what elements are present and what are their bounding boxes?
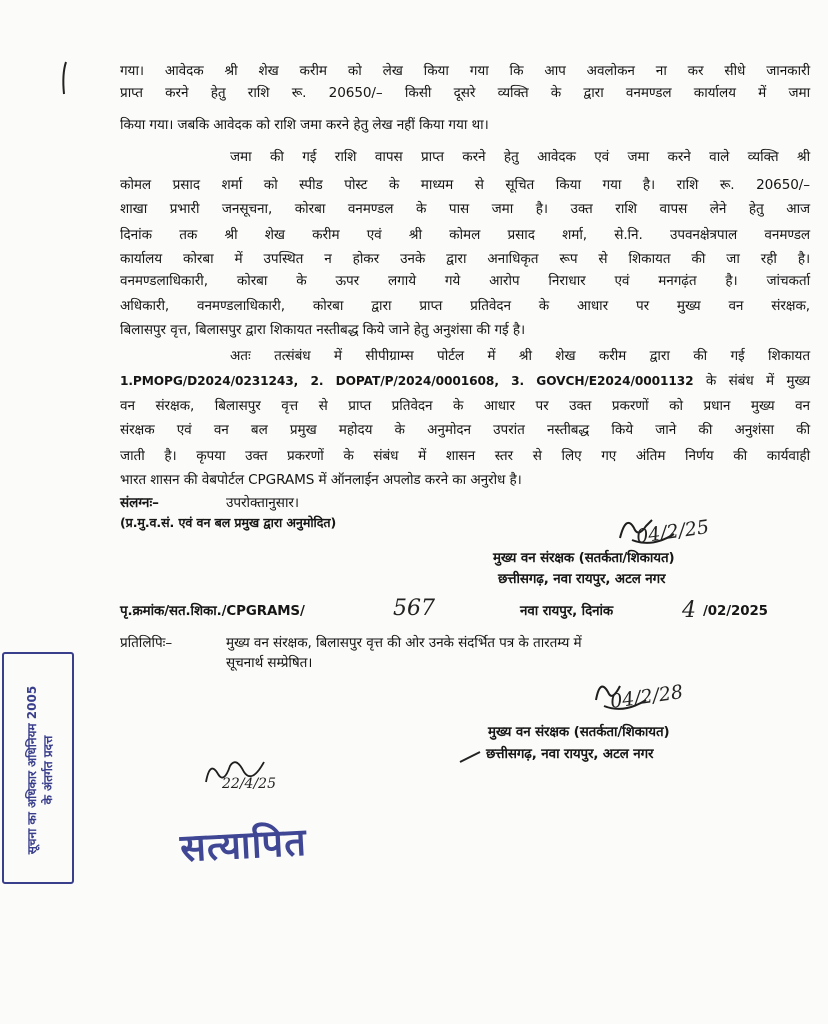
verified-stamp: सत्यापित (178, 819, 308, 871)
complaint-references: 1.PMOPG/D2024/0231243, 2. DOPAT/P/2024/0001608, 3. GOVCH/E2024/0001132 (120, 374, 694, 388)
rti-stamp-line-1: सूचना का अधिकार अधिनियम 2005 (25, 685, 39, 855)
signature-1-date: 04/2/25 (634, 516, 711, 548)
enclosure-label: संलग्नः– (120, 495, 159, 511)
body-line: अधिकारी, वनमण्डलाधिकारी, कोरबा द्वारा प्राप्त प्रतिवेदन के आधार पर मुख्य वन संरक्षक, (120, 298, 810, 314)
body-line: कोमल प्रसाद शर्मा को स्पीड पोस्ट के माध्यम से सूचित किया गया है। राशि रू. 20650/– (120, 177, 810, 193)
reference-line (120, 371, 810, 391)
reference-line-rest: के संबंध में मुख्य (693, 373, 810, 389)
body-line: अतः तत्संबंध में सीपीग्राम्स पोर्टल में श्री शेख करीम द्वारा की गई शिकायत (230, 348, 810, 364)
dispatch-place-date: नवा रायपुर, दिनांक (520, 604, 614, 619)
body-line: जमा की गई राशि वापस प्राप्त करने हेतु आवेदक एवं जमा करने वाले व्यक्ति श्री (230, 149, 810, 165)
signature-2-date: 04/2/28 (608, 681, 685, 713)
body-line: किया गया। जबकि आवेदक को राशि जमा करने हेतु लेख नहीं किया गया था। (120, 117, 489, 133)
body-line: वनमण्डलाधिकारी, कोरबा के ऊपर लगाये गये आरोप निराधार एवं मनगढ़ंत है। जांचकर्ता (120, 273, 810, 289)
dispatch-month-year: /02/2025 (703, 604, 768, 619)
body-line: बिलासपुर वृत्त, बिलासपुर द्वारा शिकायत नस्तीबद्ध किये जाने हेतु अनुशंसा की गई है। (120, 322, 526, 338)
dispatch-day: 4 (682, 598, 696, 623)
rti-stamp-text (24, 686, 56, 854)
body-line: भारत शासन की वेबपोर्टल CPGRAMS में ऑनलाईन अपलोड करने का अनुरोध है। (120, 472, 522, 488)
enclosure-value: उपरोक्तानुसार। (226, 495, 299, 511)
body-line: गया। आवेदक श्री शेख करीम को लेख किया गया कि आप अवलोकन ना कर सीधे जानकारी (120, 63, 810, 79)
rti-stamp-line-2: के अंतर्गत प्रदत्त (41, 735, 55, 805)
body-line: शाखा प्रभारी जनसूचना, कोरबा वनमण्डल के पास जमा है। उक्त राशि वापस लेने हेतु आज (120, 201, 810, 217)
copy-label: प्रतिलिपिः– (120, 635, 173, 651)
signature-2-designation: मुख्य वन संरक्षक (सतर्कता/शिकायत) (488, 725, 670, 740)
body-line: संरक्षक एवं वन बल प्रमुख महोदय के अनुमोदन उपरांत नस्तीबद्ध किये जाने की अनुशंसा की (120, 422, 810, 438)
body-line: कार्यालय कोरबा में उपस्थित न होकर उनके द्वारा अनाधिकृत रूप से शिकायत की जा रही है। (120, 251, 810, 267)
margin-mark (56, 58, 76, 98)
dispatch-reference: पृ.क्रमांक/सत.शिका./CPGRAMS/ (120, 604, 305, 619)
dispatch-number: 567 (393, 596, 435, 621)
enclosure-note: (प्र.मु.व.सं. एवं वन बल प्रमुख द्वारा अनुमोदित) (120, 515, 337, 530)
signature-1-address: छत्तीसगढ़, नवा रायपुर, अटल नगर (498, 572, 666, 587)
body-line: वन संरक्षक, बिलासपुर वृत्त से प्राप्त प्रतिवेदन के आधार पर उक्त प्रकरणों को प्रधान मुख्य वन (120, 398, 810, 414)
signature-2-address: छत्तीसगढ़, नवा रायपुर, अटल नगर (486, 747, 654, 762)
rti-stamp (2, 652, 74, 884)
body-line: जाती है। कृपया उक्त प्रकरणों के संबंध में शासन स्तर से लिए गए अंतिम निर्णय की कार्यवाही (120, 448, 810, 464)
body-line: प्राप्त करने हेतु राशि रू. 20650/– किसी दूसरे व्यक्ति के द्वारा वनमण्डल कार्यालय में जमा (120, 85, 810, 101)
copy-line-1: मुख्य वन संरक्षक, बिलासपुर वृत्त की ओर उनके संदर्भित पत्र के तारतम्य में (226, 635, 582, 651)
body-line: दिनांक तक श्री शेख करीम एवं श्री कोमल प्रसाद शर्मा, से.नि. उपवनक्षेत्रपाल वनमण्डल (120, 227, 810, 243)
signature-1-designation: मुख्य वन संरक्षक (सतर्कता/शिकायत) (493, 551, 675, 566)
copy-line-2: सूचनार्थ सम्प्रेषित। (226, 655, 313, 671)
verification-date: 22/4/25 (222, 776, 276, 792)
dash-mark (456, 748, 486, 768)
